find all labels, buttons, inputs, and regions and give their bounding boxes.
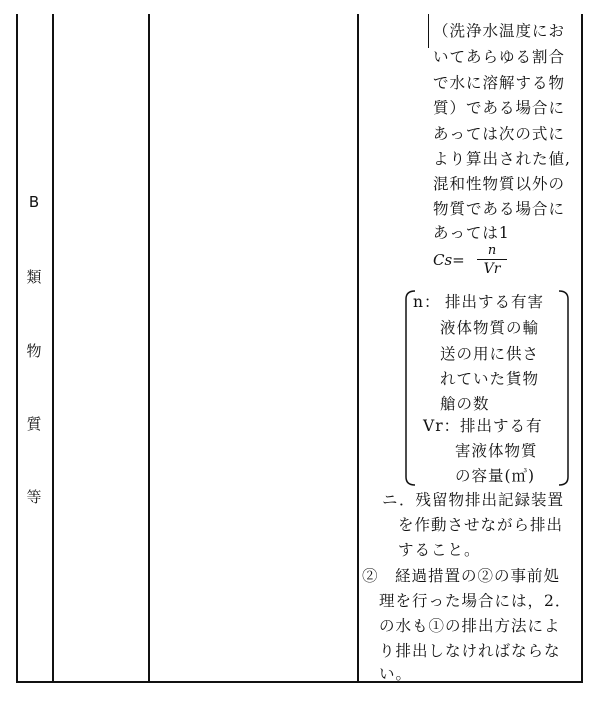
paragraph-line: 質）である場合に [433, 99, 566, 117]
paragraph-line: 混和性物質以外の [433, 175, 566, 193]
paragraph-line: （洗浄水温度にお [433, 22, 566, 40]
item-ni-line: ニ．残留物排出記録装置 [382, 491, 564, 509]
definition-vr-line: 排出する有 [460, 417, 543, 435]
formula-fraction [477, 243, 507, 277]
definition-vr-line: 害液体物質 [455, 442, 538, 460]
column-divider-3 [357, 14, 359, 682]
formula-lhs: Cs= [433, 251, 465, 269]
definition-vr-line: の容量(㎥) [455, 467, 536, 485]
definition-n-line: 送の用に供さ [440, 345, 540, 363]
formula-numerator: n [487, 243, 497, 258]
left-brace [403, 290, 417, 486]
item-2-line: 理を行った場合には，2． [379, 592, 572, 610]
formula [433, 243, 533, 277]
definition-n-label: n： [413, 293, 441, 311]
column-divider-2 [148, 14, 150, 682]
right-brace [557, 290, 571, 486]
definition-n-line: 液体物質の輸 [440, 319, 540, 337]
formula-denominator: Vr [483, 261, 501, 277]
paragraph-line: より算出された値, [433, 150, 571, 168]
paragraph-line: で水に溶解する物 [433, 74, 566, 92]
category-char-rui: 類 [26, 268, 42, 286]
definition-n-line: 艙の数 [440, 395, 490, 413]
category-char-shitsu: 質 [26, 415, 42, 433]
category-char-butsu: 物 [26, 342, 42, 360]
definition-n-line: 排出する有害 [445, 293, 545, 311]
paragraph-line: いてあらゆる割合 [433, 48, 566, 66]
top-continuation-line [428, 14, 429, 48]
paragraph-line: あっては1 [433, 224, 510, 242]
item-2-line: の水も①の排出方法によ [379, 617, 561, 635]
paragraph-line: 物質である場合に [433, 200, 566, 218]
table-right-border [581, 14, 583, 682]
column-divider-1 [52, 14, 54, 682]
fraction-bar [477, 259, 507, 260]
table-bottom-border [16, 681, 583, 683]
category-char-tou: 等 [26, 488, 42, 506]
definition-n-line: れていた貨物 [440, 370, 540, 388]
item-2-line: ② 経過措置の②の事前処 [362, 567, 561, 585]
category-char-b: B [28, 193, 40, 211]
item-ni-line: を作動させながら排出 [398, 516, 564, 534]
item-ni-line: すること。 [398, 541, 481, 559]
item-2-line: り排出しなければならな [379, 642, 561, 660]
paragraph-line: あっては次の式に [433, 125, 565, 143]
item-2-line: い。 [379, 665, 413, 683]
definition-vr-label: Vr： [423, 417, 461, 435]
